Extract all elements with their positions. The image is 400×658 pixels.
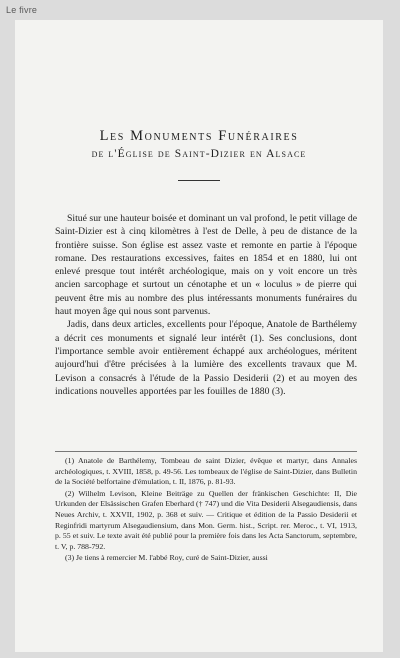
article-subtitle: de l'Église de Saint-Dizier en Alsace [91,148,307,160]
body-text [55,212,357,398]
footnote: (2) Wilhelm Levison, Kleine Beiträge zu Quellen der fränkischen Geschichte: II, Die Urkunden der Elsässischen Grafen Eberhard († 747) und die Vita Desiderii Alsegaudiensis, dans Neues Archiv, t. XXVII, 1902, p. 368 et suiv. — Critique et édition de la Passio Desiderii et Reginfridi martyrum Alsegaudiensium, dans Mon. Germ. hist., Script. rer. Meroc., t. VI, 1913, p. 55 et suiv. Le texte avait été publié pour la première fois dans les Acta Sanctorum, septembre, t. V, p. 788-792. [55,488,357,551]
body-paragraph: Jadis, dans deux articles, excellents pour l'époque, Anatole de Barthélemy a décrit ces monuments et signalé leur intérêt (1). Ses conclusions, dont l'importance semble avoir entièrement échappé aux archéologues, méritent aujourd'hui d'être précisées à la lumière des excellents travaux que M. Levison a consacrés à l'étude de la Passio Desiderii (2) et au moyen des indications nouvelles apportées par les fouilles de 1880 (3). [55,319,357,397]
document-page [15,20,383,652]
article-title: Les Monuments Funéraires [99,128,299,144]
footnote: (1) Anatole de Barthélemy, Tombeau de saint Dizier, évêque et martyr, dans Annales archéologiques, t. XVIII, 1858, p. 49-56. Les tombeaux de l'église de Saint-Dizier, dans Bulletin de la Société belfortaine d'émulation, t. II, 1876, p. 81-93. [55,456,357,487]
watermark: Le fivre [6,5,38,15]
footnotes-divider [55,451,357,452]
title-divider [178,180,220,181]
footnote: (3) Je tiens à remercier M. l'abbé Roy, curé de Saint-Dizier, aussi [65,553,268,563]
footnotes [55,456,357,565]
body-paragraph: Situé sur une hauteur boisée et dominant un val profond, le petit village de Saint-Dizier est à cinq kilomètres à l'est de Delle, à peu de distance de la frontière suisse. Son église est assez vaste et remonte en partie à l'époque romane. Des restaurations excessives, faites en 1854 et en 1880, lui ont enlevé presque tout intérêt archéologique, mais on y voit encore un très ancien sarcophage et surtout un cénotaphe et un « loculus » de pierre qui peuvent être mis au nombre des plus intéressants monuments funéraires du haut moyen âge qui nous sont parvenus. [55,213,357,318]
